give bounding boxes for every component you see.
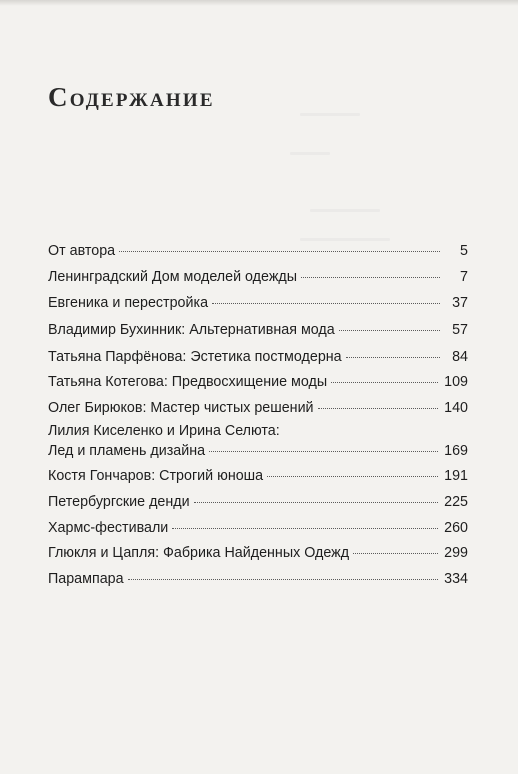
toc-entry[interactable]	[48, 266, 468, 290]
toc-entry[interactable]	[48, 465, 468, 489]
toc-entry-title-line1: Лилия Киселенко и Ирина Селюта:	[48, 423, 280, 439]
toc-entry[interactable]	[48, 420, 468, 464]
toc-entry[interactable]	[48, 491, 468, 515]
toc-entry-page: 334	[444, 571, 468, 587]
dot-leader	[353, 552, 438, 554]
toc-entry[interactable]	[48, 319, 468, 343]
toc-entry[interactable]	[48, 517, 468, 541]
toc-entry-page: 37	[452, 295, 468, 311]
toc-entry-page: 109	[444, 374, 468, 390]
toc-entry-page: 140	[444, 400, 468, 416]
dot-leader	[339, 329, 440, 331]
toc-entry[interactable]	[48, 292, 468, 316]
toc-entry-page: 5	[460, 243, 468, 259]
dot-leader	[318, 407, 439, 409]
toc-entry-page: 260	[444, 520, 468, 536]
dot-leader	[346, 356, 440, 358]
toc-entry-title: Ленинградский Дом моделей одежды	[48, 269, 298, 285]
toc-entry-page: 169	[444, 442, 468, 459]
toc-entry[interactable]	[48, 542, 468, 566]
toc-entry-title: Евгеника и перестройка	[48, 295, 209, 311]
toc-entry[interactable]	[48, 397, 468, 421]
dot-leader	[212, 302, 440, 304]
bleed-through-mark	[290, 152, 330, 155]
dot-leader	[172, 527, 438, 529]
toc-entry-title: Петербургские денди	[48, 494, 190, 510]
toc-entry[interactable]	[48, 568, 468, 592]
dot-leader	[128, 578, 439, 580]
toc-entry-page: 191	[444, 468, 468, 484]
toc-entry-title: Владимир Бухинник: Альтернативная мода	[48, 322, 335, 338]
toc-entry-title: От автора	[48, 243, 116, 259]
toc-entry[interactable]	[48, 346, 468, 370]
dot-leader	[209, 450, 438, 452]
toc-entry-title: Парампара	[48, 571, 124, 587]
page-edge	[0, 0, 518, 6]
bleed-through-mark	[310, 209, 380, 212]
toc-entry-page: 84	[452, 349, 468, 365]
dot-leader	[119, 250, 440, 252]
toc-entry-page: 299	[444, 545, 468, 561]
toc-entry-page: 57	[452, 322, 468, 338]
toc-entry-title: Глюкля и Цапля: Фабрика Найденных Одежд	[48, 545, 350, 561]
toc-entry-title: Олег Бирюков: Мастер чистых решений	[48, 400, 314, 416]
dot-leader	[267, 475, 438, 477]
toc-entry-title: Хармс-фестивали	[48, 520, 169, 536]
dot-leader	[331, 381, 438, 383]
dot-leader	[301, 276, 440, 278]
toc-entry-title: Костя Гончаров: Строгий юноша	[48, 468, 264, 484]
toc-entry-title: Лед и пламень дизайна	[48, 442, 206, 459]
toc-entry-page: 7	[460, 269, 468, 285]
toc-entry-title: Татьяна Котегова: Предвосхищение моды	[48, 374, 328, 390]
toc-entry-page: 225	[444, 494, 468, 510]
page-title: Содержание	[48, 82, 215, 113]
toc-entry-title: Татьяна Парфёнова: Эстетика постмодерна	[48, 349, 342, 365]
toc-entry[interactable]	[48, 240, 468, 264]
bleed-through-mark	[300, 113, 360, 116]
toc-entry[interactable]	[48, 371, 468, 395]
dot-leader	[194, 501, 439, 503]
